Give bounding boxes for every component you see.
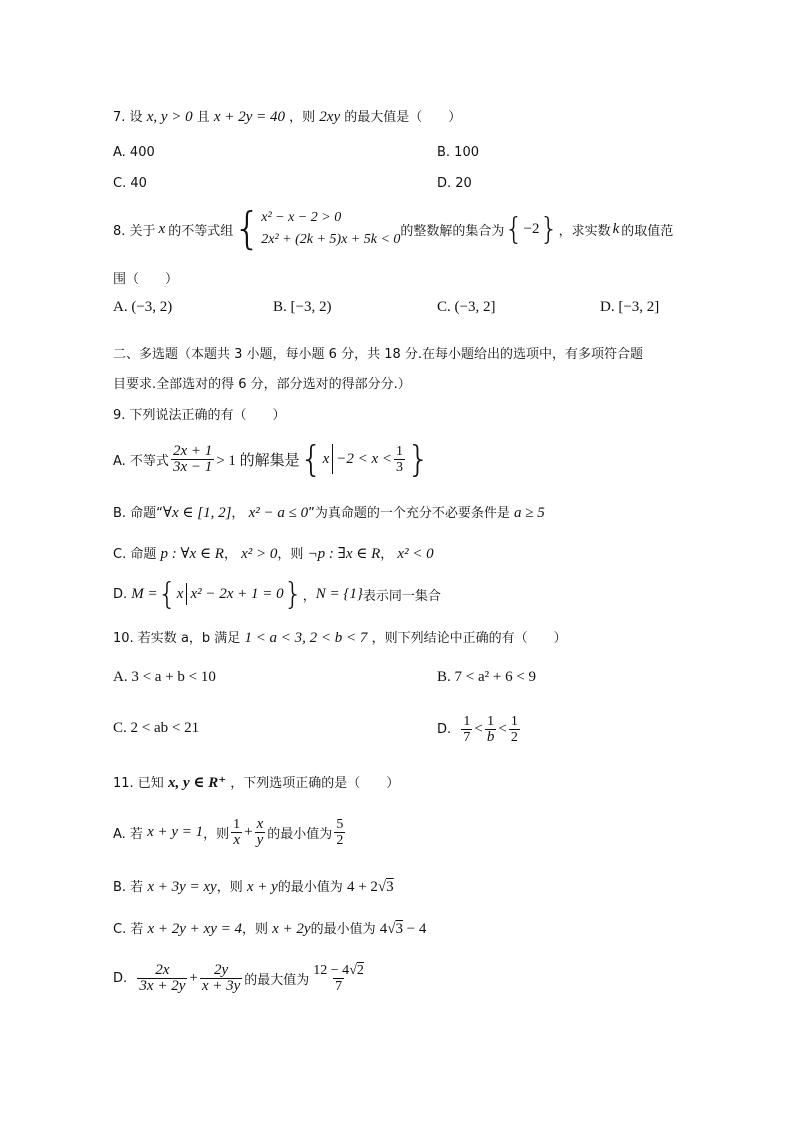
- q7-option-c[interactable]: C. 40: [113, 176, 147, 191]
- q11-option-b[interactable]: B. 若 x + 3y = xy，则 x + y的最小值为 4 + 2√3: [113, 879, 394, 895]
- section2-heading-line1: 二、多选题（本题共 3 小题，每小题 6 分，共 18 分.在每小题给出的选项中，有多项符合题: [113, 347, 644, 362]
- section2-heading-line2: 目要求.全部选对的得 6 分，部分选对的得部分分.）: [113, 377, 411, 392]
- q10-option-c[interactable]: C. 2 < ab < 21: [113, 720, 200, 736]
- q7-cond1: x, y > 0: [146, 109, 193, 125]
- q8-option-c[interactable]: C. (−3, 2]: [437, 299, 496, 315]
- q9-stem: 9. 下列说法正确的有（ ）: [113, 408, 286, 423]
- q10-option-d[interactable]: D. $\frac{1}{7}$ < $\frac{1}{b}$ < $\frac{1}{2}$: [437, 713, 518, 745]
- q8-option-d[interactable]: D. [−3, 2]: [600, 299, 660, 315]
- q11-option-d[interactable]: D. $\frac{2x}{3x + 2y}$ + $\frac{2y}{x + 3y}$ 的最大值为 $\frac{12 - 4√2}{7}$: [113, 961, 364, 994]
- q10-option-a[interactable]: A. 3 < a + b < 10: [113, 669, 216, 685]
- q11-option-a[interactable]: A. 若 x + y = 1 ，则 $\frac{1}{x}$ + $\frac{x}{y}$ 的最小值为 $\frac{5}{2}$: [113, 815, 344, 848]
- q8-inequality-system: x² − x − 2 > 0 2x² + (2k + 5)x + 5k < 0: [261, 210, 401, 247]
- sqrt-icon: √: [387, 921, 396, 937]
- q9-option-c[interactable]: C. 命题 p : ∀x ∈ R， x² > 0，则 ¬p : ∃x ∈ R， x² < 0: [113, 546, 434, 562]
- q7-expr: 2xy: [319, 109, 341, 125]
- q10-stem: 10. 若实数 a，b 满足 1 < a < 3, 2 < b < 7 ，则下列结论中正确的有（ ）: [113, 630, 567, 646]
- q7-cond2: x + 2y = 40: [213, 109, 285, 125]
- q9-a-fraction: $\frac{2x + 1}{3x - 1}$: [172, 442, 213, 475]
- q11-option-c[interactable]: C. 若 x + 2y + xy = 4，则 x + 2y的最小值为 4√3 − 4: [113, 921, 427, 937]
- q9-option-b[interactable]: B. 命题“∀x ∈ [1, 2]， x² − a ≤ 0”为真命题的一个充分不必要条件是 a ≥ 5: [113, 505, 545, 521]
- q10-option-b[interactable]: B. 7 < a² + 6 < 9: [437, 669, 537, 685]
- q8-stem-cont: 围（ ）: [113, 272, 179, 287]
- sqrt-icon: √: [377, 879, 387, 895]
- q7-option-d[interactable]: D. 20: [437, 176, 472, 191]
- q7-option-a[interactable]: A. 400: [113, 145, 155, 160]
- q8-option-a[interactable]: A. (−3, 2): [113, 299, 173, 315]
- sqrt-icon: √: [349, 962, 357, 978]
- q8-stem: 8. 关于 x 的不等式组 { x² − x − 2 > 0 2x² + (2k + 5)x + 5k < 0 的整数解的集合为 { −2 } ，求实数 k 的取值范: [113, 203, 674, 254]
- q9-option-d[interactable]: D. M = { x x² − 2x + 1 = 0 } ， N = {1} 表示同一集合: [113, 576, 441, 612]
- q9-option-a[interactable]: A. 不等式 $\frac{2x + 1}{3x - 1}$ > 1 的解集是 { x −2 < x < $\frac{1}{3}$ }: [113, 438, 430, 480]
- q8-option-b[interactable]: B. [−3, 2): [273, 299, 332, 315]
- q7-stem: 7. 设 x, y > 0 且 x + 2y = 40 ，则 2xy 的最大值是（ ）: [113, 109, 462, 125]
- q7-option-b[interactable]: B. 100: [437, 145, 479, 160]
- left-brace-icon: {: [233, 203, 262, 254]
- q11-stem: 11. 已知 x, y ∈ R⁺ ，下列选项正确的是（ ）: [113, 775, 400, 791]
